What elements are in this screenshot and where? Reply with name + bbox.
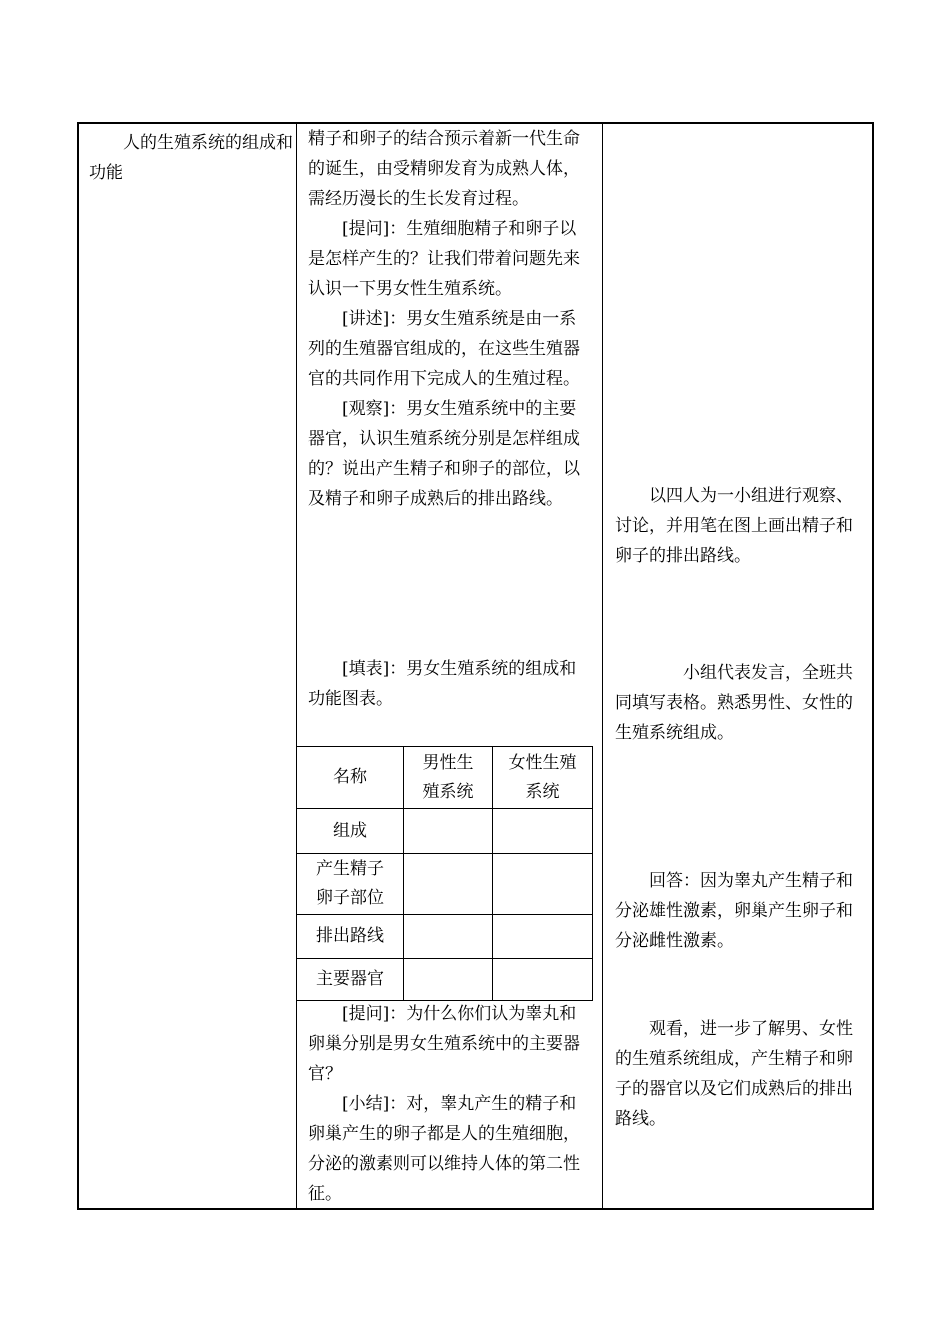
table-cell[interactable]	[493, 959, 593, 1001]
topic-text: 人的生殖系统的组成和功能	[89, 133, 293, 183]
table-cell[interactable]	[493, 854, 593, 915]
group-report-text: 小组代表发言，全班共同填写表格。熟悉男性、女性的生殖系统组成。	[615, 663, 853, 743]
second-question-paragraph: [提问]：为什么你们认为睾丸和卵巢分别是男女生殖系统中的主要器官？	[308, 1004, 580, 1084]
column-divider-2	[602, 124, 603, 1208]
header-male-label: 男性生殖系统	[422, 752, 474, 802]
group-activity-text: 以四人为一小组进行观察、讨论，并用笔在图上画出精子和卵子的排出路线。	[615, 486, 853, 566]
answer-text: 回答：因为睾丸产生精子和分泌雄性激素，卵巢产生卵子和分泌雌性激素。	[615, 871, 853, 951]
header-female-label: 女性生殖系统	[508, 752, 577, 802]
topic-cell	[89, 128, 294, 188]
narration-paragraph: [讲述]：男女生殖系统是由一系列的生殖器官组成的，在这些生殖器官的共同作用下完成人的生殖过程。	[308, 309, 580, 389]
table-cell[interactable]	[404, 854, 493, 915]
reproductive-system-table	[296, 746, 593, 1001]
header-male	[404, 747, 493, 809]
table-cell[interactable]	[404, 959, 493, 1001]
question-paragraph: [提问]：生殖细胞精子和卵子以是怎样产生的？让我们带着问题先来认识一下男女性生殖系统。	[308, 219, 580, 299]
header-name: 名称	[297, 747, 404, 809]
table-cell[interactable]	[493, 915, 593, 959]
watch-text: 观看，进一步了解男、女性的生殖系统组成，产生精子和卵子的器官以及它们成熟后的排出路线。	[615, 1019, 853, 1129]
table-cell[interactable]	[404, 809, 493, 854]
row-label-production-site	[297, 854, 404, 915]
row-label-discharge-route: 排出路线	[297, 915, 404, 959]
table-cell[interactable]	[404, 915, 493, 959]
row-label-composition: 组成	[297, 809, 404, 854]
table-cell[interactable]	[493, 809, 593, 854]
column-divider-1	[296, 124, 297, 1208]
row-label-production-site-text: 产生精子卵子部位	[316, 859, 384, 908]
intro-paragraph: 精子和卵子的结合预示着新一代生命的诞生，由受精卵发育为成熟人体，需经历漫长的生长发育过程。	[308, 129, 580, 209]
summary-paragraph: [小结]：对，睾丸产生的精子和卵巢产生的卵子都是人的生殖细胞，分泌的激素则可以维持人体的第二性征。	[308, 1094, 580, 1204]
row-label-main-organ: 主要器官	[297, 959, 404, 1001]
header-female	[493, 747, 593, 809]
observation-paragraph: [观察]：男女生殖系统中的主要器官，认识生殖系统分别是怎样组成的？说出产生精子和卵子的部位，以及精子和卵子成熟后的排出路线。	[308, 399, 580, 509]
fill-table-paragraph: [填表]：男女生殖系统的组成和功能图表。	[308, 659, 577, 709]
lesson-plan-table	[77, 122, 874, 1210]
